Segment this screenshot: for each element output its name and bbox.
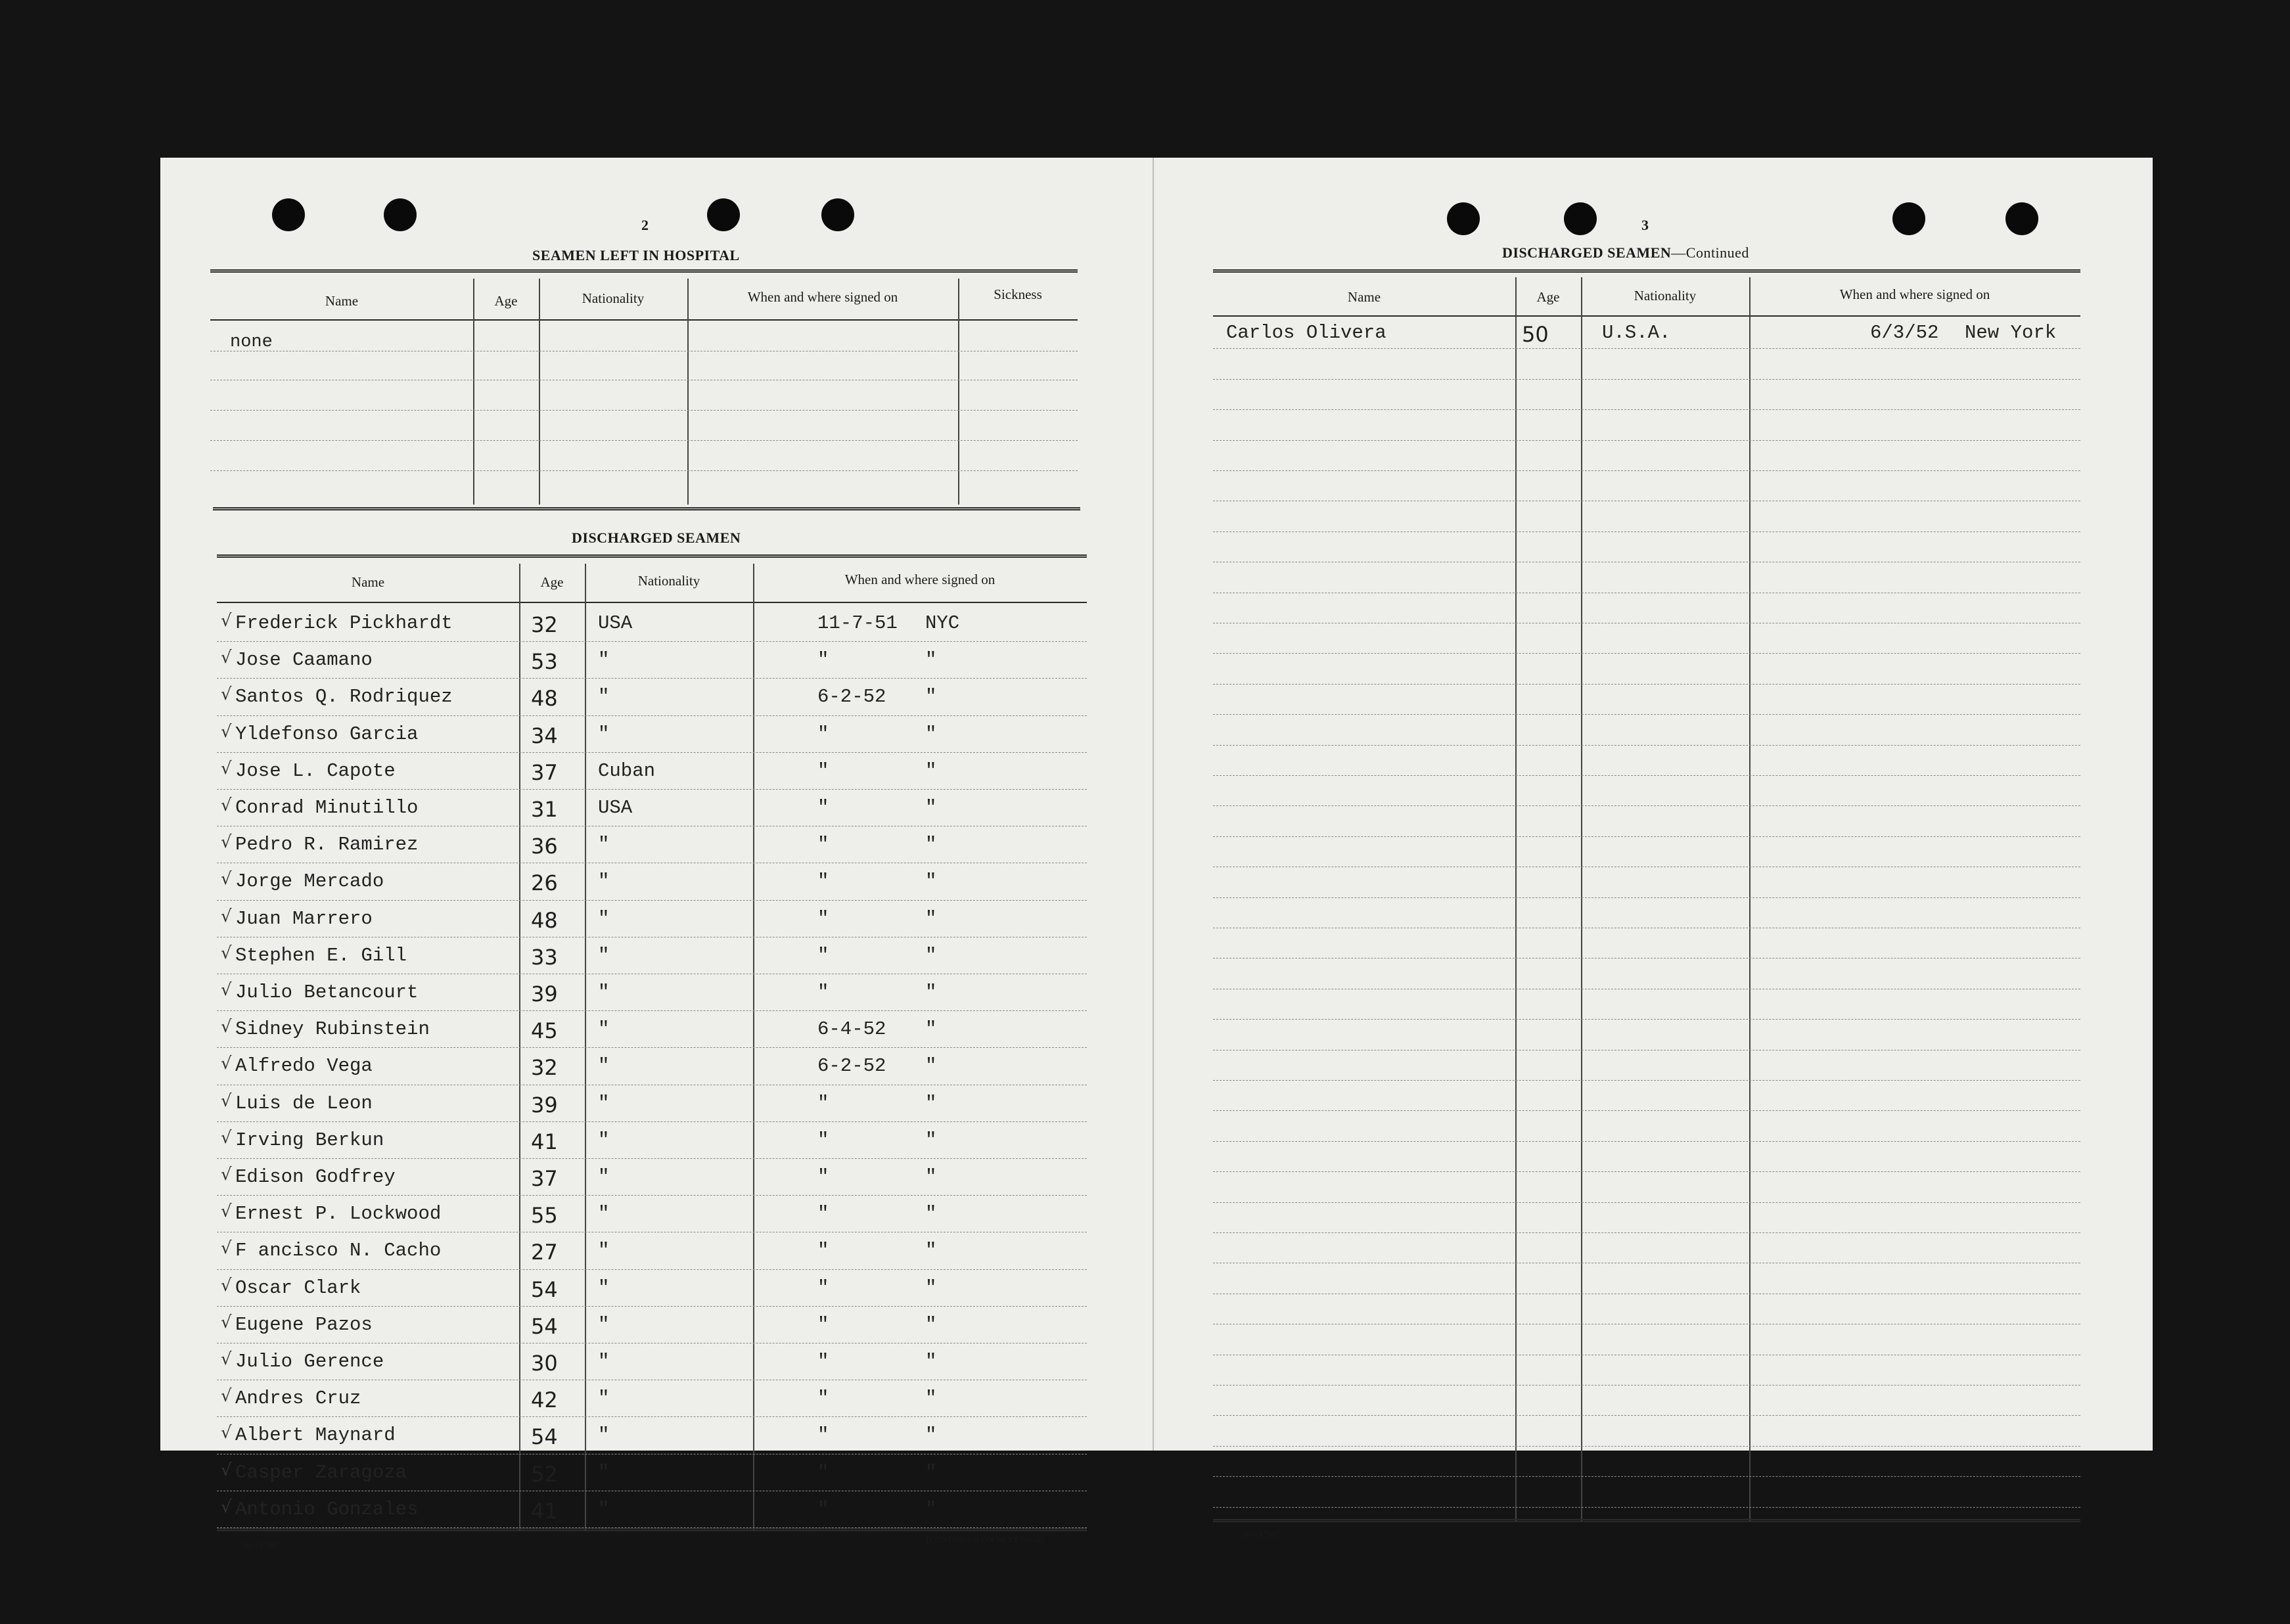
seaman-age: 36 [531,834,558,859]
check-mark-icon: √ [221,648,232,668]
punch-hole-icon [272,198,305,231]
table-bottom-rule [213,507,1080,510]
signed-on-date: " [817,1424,829,1447]
table-row [1213,1294,2080,1324]
table-row [1213,562,2080,593]
check-mark-icon: √ [221,721,232,742]
seaman-age: 52 [531,1461,558,1487]
seaman-nationality: " [598,1351,610,1372]
signed-on-place: " [925,944,937,966]
table-row [217,1416,1087,1454]
table-row [217,863,1087,900]
seaman-nationality: " [598,1092,610,1114]
table-row [1213,684,2080,715]
signed-on-place: " [925,907,937,930]
table-row [1213,1476,2080,1507]
signed-on-date: " [817,759,829,782]
table-row [210,440,1078,471]
seaman-age: 27 [531,1240,558,1265]
table-row [1213,805,2080,836]
check-mark-icon: √ [221,906,232,926]
col-header-age: Age [540,574,564,590]
seaman-name: Stephen E. Gill [235,944,407,966]
table-row [210,380,1078,411]
seaman-age: 34 [531,723,558,748]
signed-on-place: " [925,797,937,819]
seaman-name: Casper Zaragoza [235,1461,407,1483]
punch-hole-icon [384,198,417,231]
signed-on-place: " [925,981,937,1003]
table-row [1213,1141,2080,1172]
table-row [1213,1385,2080,1416]
signed-on-date: " [817,649,829,671]
table-row [1213,348,2080,379]
signed-on-place: " [925,1240,937,1262]
check-mark-icon: √ [221,1017,232,1037]
seaman-age: 31 [531,797,558,822]
seaman-name: Julio Gerence [235,1351,384,1372]
table-row [1213,1080,2080,1111]
signed-on-place: " [925,1166,937,1188]
signed-on-date: 6-4-52 [817,1018,886,1041]
seaman-name: Carlos Olivera [1226,322,1386,344]
check-mark-icon: √ [221,1091,232,1111]
signed-on-place: " [925,1461,937,1483]
col-header-nationality: Nationality [1634,288,1697,304]
punch-hole-icon [707,198,740,231]
form-number: 16—17387 [1242,1529,1281,1539]
seaman-name: Conrad Minutillo [235,797,419,819]
table-row [1213,1171,2080,1202]
seaman-age: 42 [531,1387,558,1413]
signed-on-place: " [925,1387,937,1410]
check-mark-icon: √ [221,1312,232,1332]
table-row [1213,1263,2080,1294]
table-row [217,1343,1087,1380]
table-row [1213,1019,2080,1050]
discharged-section-title: DISCHARGED SEAMEN [572,530,741,546]
seaman-age: 54 [531,1313,558,1339]
seaman-name: Juan Marrero [235,907,373,930]
check-mark-icon: √ [221,980,232,1000]
signed-on-place: " [925,723,937,745]
table-row [1213,1232,2080,1263]
check-mark-icon: √ [221,1275,232,1296]
table-row [1213,593,2080,623]
table-row [1213,531,2080,562]
table-row [217,1047,1087,1085]
check-mark-icon: √ [221,611,232,631]
table-row [217,1232,1087,1269]
signed-on-place: " [925,1092,937,1114]
check-mark-icon: √ [221,1054,232,1074]
table-row [217,1195,1087,1232]
check-mark-icon: √ [221,832,232,853]
seaman-name: Sidney Rubinstein [235,1018,430,1041]
seaman-nationality: " [598,1203,610,1225]
col-header-age: Age [494,293,518,309]
seaman-nationality: " [598,1461,610,1483]
seaman-name: Jorge Mercado [235,870,384,893]
check-mark-icon: √ [221,1238,232,1259]
seaman-nationality: " [598,1313,610,1336]
hospital-section-title: SEAMEN LEFT IN HOSPITAL [532,247,740,263]
seaman-nationality: " [598,1018,610,1041]
table-row [210,351,1078,380]
check-mark-icon: √ [221,869,232,890]
seaman-age: 39 [531,981,558,1006]
header-rule [217,602,1087,603]
check-mark-icon: √ [221,943,232,963]
seaman-nationality: " [598,1276,610,1299]
signed-on-date: " [817,723,829,745]
seaman-age: 48 [531,686,558,711]
seaman-nationality: " [598,1129,610,1151]
seaman-name: Yldefonso Garcia [235,723,419,745]
signed-on-place: " [925,1351,937,1372]
check-mark-icon: √ [221,1423,232,1443]
seaman-nationality: " [598,1387,610,1410]
table-row [1213,714,2080,745]
punch-hole-icon [821,198,854,231]
seaman-name: Jose L. Capote [235,759,396,782]
check-mark-icon: √ [221,1165,232,1184]
signed-on-date: " [817,907,829,930]
seaman-name: Edison Godfrey [235,1166,396,1188]
seaman-name: Irving Berkun [235,1129,384,1151]
seaman-name: Antonio Gonzales [235,1498,419,1520]
col-header-sickness: Sickness [994,286,1042,302]
signed-on-date: " [817,870,829,893]
table-row [217,641,1087,679]
col-header-name: Name [351,574,385,590]
seaman-nationality: " [598,944,610,966]
signed-on-place: " [925,686,937,708]
signed-on-date: 6-2-52 [817,686,886,708]
seaman-name: Oscar Clark [235,1276,361,1299]
seaman-nationality: " [598,1424,610,1447]
signed-on-place: " [925,1055,937,1077]
seaman-age: 54 [531,1424,558,1450]
signed-on-date: " [817,1092,829,1114]
signed-on-date: " [817,1203,829,1225]
page-number: 2 [641,217,649,233]
seaman-nationality: " [598,907,610,930]
table-row [1213,897,2080,928]
check-mark-icon: √ [221,796,232,815]
signed-on-place: " [925,870,937,893]
col-header-signed-on: When and where signed on [1839,286,1990,302]
hospital-entry: none [230,332,273,352]
seaman-age: 48 [531,907,558,933]
seaman-age: 32 [531,612,558,637]
signed-on-place: New York [1965,322,2057,344]
seaman-name: Julio Betancourt [235,981,419,1003]
signed-on-date: " [817,1387,829,1410]
col-header-signed-on: When and where signed on [747,289,898,305]
section-title [1502,244,1749,261]
table-row [1213,989,2080,1020]
col-header-name: Name [1347,289,1381,305]
signed-on-date: " [817,1351,829,1372]
col-header-signed-on: When and where signed on [844,572,996,587]
table-row [1213,501,2080,531]
seaman-nationality: " [598,1240,610,1262]
table-row [210,410,1078,441]
seaman-nationality: " [598,834,610,856]
punch-hole-icon [2005,202,2038,235]
table-row [1213,928,2080,959]
header-rule [210,319,1078,321]
seaman-name: Pedro R. Ramirez [235,834,419,856]
seaman-nationality: " [598,1055,610,1077]
check-mark-icon: √ [221,1349,232,1369]
table-row [217,1121,1087,1159]
seaman-age: 32 [531,1055,558,1081]
signed-on-date: " [817,834,829,856]
col-header-nationality: Nationality [637,573,700,589]
table-row [217,678,1087,715]
table-row [1213,440,2080,471]
left-page [160,158,1154,1550]
table-row [1213,653,2080,684]
seaman-nationality: USA [598,797,633,819]
header-rule [1213,315,2080,317]
table-row [1213,1355,2080,1386]
signed-on-date: " [817,1166,829,1188]
seaman-nationality: " [598,1166,610,1188]
seaman-name: Eugene Pazos [235,1313,373,1336]
check-mark-icon: √ [221,1127,232,1148]
signed-on-date: 6/3/52 [1870,322,1939,344]
seaman-nationality: " [598,723,610,745]
table-row [1213,1110,2080,1141]
signed-on-date: " [817,797,829,819]
table-row [217,900,1087,937]
table-row [217,1491,1087,1528]
signed-on-place: " [925,759,937,782]
seaman-age: 30 [531,1351,558,1376]
table-row [217,1380,1087,1417]
col-header-nationality: Nationality [582,290,645,306]
seaman-name: F ancisco N. Cacho [235,1240,442,1262]
table-row [217,752,1087,790]
signed-on-date: " [817,944,829,966]
table-top-rule [1213,269,2080,273]
table-row [1213,470,2080,501]
signed-on-place: " [925,1203,937,1225]
signed-on-date: " [817,1276,829,1299]
table-row [217,604,1087,642]
table-row [1213,1202,2080,1233]
table-row [217,826,1087,863]
table-row [1213,409,2080,440]
signed-on-date: 6-2-52 [817,1055,886,1077]
signed-on-place: " [925,1424,937,1447]
seaman-nationality: U.S.A. [1602,322,1671,344]
seaman-name: Jose Caamano [235,649,373,671]
table-row [1213,1446,2080,1477]
section-title-main: DISCHARGED SEAMEN [1502,244,1672,261]
table-top-rule [217,554,1087,558]
table-row [1213,836,2080,867]
table-row [1213,623,2080,654]
section-title-continued: —Continued [1671,244,1749,261]
table-row [217,1158,1087,1196]
signed-on-date: " [817,981,829,1003]
seaman-nationality: " [598,870,610,893]
seaman-age: 54 [531,1276,558,1302]
signed-on-place: " [925,1313,937,1336]
table-row [217,937,1087,974]
signed-on-date: " [817,1240,829,1262]
table-top-rule [210,269,1078,273]
table-row [210,322,1078,351]
seaman-name: Luis de Leon [235,1092,373,1114]
check-mark-icon: √ [221,1497,232,1517]
table-row [217,1269,1087,1307]
punch-hole-icon [1447,202,1480,235]
signed-on-date: 11-7-51 [817,612,898,634]
table-row [1213,379,2080,410]
col-header-age: Age [1536,289,1560,305]
page-number: 3 [1641,217,1649,233]
continued-note: [CONTINUED ON NEXT PAGE] [927,1535,1045,1545]
table-row [1213,1324,2080,1355]
signed-on-place: " [925,649,937,671]
seaman-age: 39 [531,1092,558,1117]
seaman-name: Alfredo Vega [235,1055,373,1077]
table-row [1213,1415,2080,1446]
signed-on-date: " [817,1498,829,1520]
seaman-age: 41 [531,1498,558,1523]
signed-on-place: " [925,1018,937,1041]
check-mark-icon: √ [221,1460,232,1480]
seaman-age: 37 [531,759,558,785]
seaman-nationality: " [598,686,610,708]
table-row [217,1010,1087,1048]
col-header-name: Name [325,293,359,309]
signed-on-date: " [817,1461,829,1483]
seaman-nationality: USA [598,612,633,634]
check-mark-icon: √ [221,758,232,778]
right-page [1154,158,2153,1539]
seaman-age: 41 [531,1129,558,1154]
seaman-age: 45 [531,1018,558,1044]
seaman-name: Santos Q. Rodriquez [235,686,453,708]
seaman-age: 33 [531,944,558,970]
signed-on-place: " [925,1498,937,1520]
table-row [1213,1050,2080,1081]
seaman-age: 50 [1522,322,1549,347]
punch-hole-icon [1564,202,1597,235]
signed-on-place: " [925,834,937,856]
table-row [1213,318,2080,349]
check-mark-icon: √ [221,1386,232,1407]
table-row [1213,958,2080,989]
seaman-age: 53 [531,649,558,675]
seaman-age: 37 [531,1166,558,1191]
table-row [217,1306,1087,1343]
seaman-age: 55 [531,1203,558,1229]
form-number: 16—17387 [242,1540,281,1550]
table-row [217,974,1087,1011]
check-mark-icon: √ [221,685,232,705]
seaman-name: Frederick Pickhardt [235,612,453,634]
signed-on-date: " [817,1313,829,1336]
seaman-nationality: " [598,981,610,1003]
seaman-nationality: Cuban [598,759,656,782]
seaman-name: Ernest P. Lockwood [235,1203,442,1225]
table-row [217,1454,1087,1491]
table-bottom-rule [217,1528,1087,1531]
signed-on-place: " [925,1276,937,1299]
signed-on-place: " [925,1129,937,1151]
table-row [1213,867,2080,897]
table-row [1213,745,2080,776]
seaman-name: Andres Cruz [235,1387,361,1410]
seaman-nationality: " [598,649,610,671]
check-mark-icon: √ [221,1202,232,1222]
seaman-nationality: " [598,1498,610,1520]
table-row [1213,775,2080,806]
seaman-name: Albert Maynard [235,1424,396,1447]
table-row [217,1085,1087,1122]
table-bottom-rule [1213,1519,2080,1522]
signed-on-place: NYC [925,612,960,634]
table-row [217,715,1087,753]
signed-on-date: " [817,1129,829,1151]
seaman-age: 26 [531,870,558,896]
table-row [217,789,1087,826]
punch-hole-icon [1892,202,1925,235]
